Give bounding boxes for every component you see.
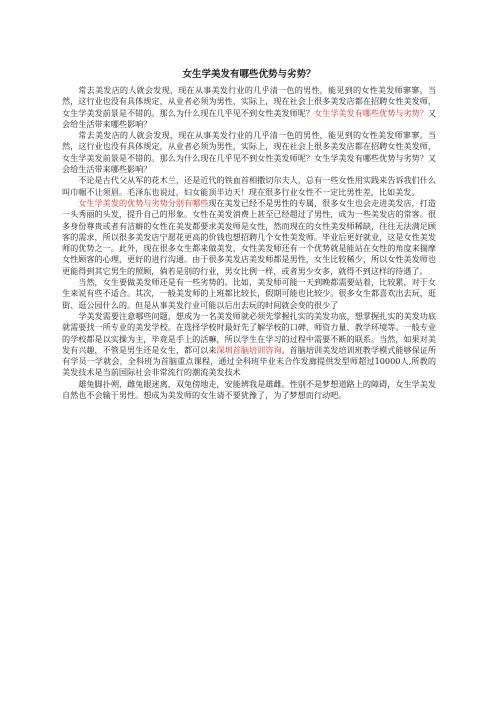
paragraph-text: 又会给生活带来哪些影响？ <box>62 107 436 129</box>
paragraph-text: 常去美发店的人就会发现，现在从事美发行业的几乎清一色的男性，能见到的女性美发师寥寥。当然，这行业也没有具体规定，从业者必须为男性，实际上，现在社会上很多美发店都在招聘女性美发师，女生学美发前景是不错的。那么为什么现在几乎见不到女性美发师呢？女生学美发有哪些优势与劣势？又会给生活带来哪些影响？ <box>62 130 436 175</box>
body-paragraph <box>62 175 436 198</box>
body-paragraph <box>62 379 436 402</box>
paragraph-text: 。首脑培训美发培训班教学模式能够保证所有学员一学就会，全科班为首脑重点课程，通过全科班毕业未合作发廊提供发型师超过10000人,所教的美发技术是当前国际社会非常流行的潮流美发技术 <box>62 344 436 378</box>
paragraph-text: 常去美发店的人就会发现，现在从事美发行业的几乎清一色的男性，能见到的女性美发师寥寥。当然，这行业也没有具体规定，从业者必须为男性，实际上，现在社会上很多美发店都在招聘女性美发师，女生学美发前景是不错的。那么为什么现在几乎见不到女性美发师呢？ <box>62 85 436 118</box>
document-page <box>62 68 436 401</box>
paragraph-text: 现在美发已经不是男性的专属，很多女生也会走进美发店，打造一头秀丽的头发，提升自己的形象。女性在美发消费上甚至已经超过了男性，成为一些美发店的常客。很多身份尊贵或者有洁癖的女性在美发都要求美发师是女性，然而现在的女性美发师稀缺，往往无法满足顾客的需求，所以很多美发店宁愿花更高的价钱也想招聘几个女性美发师。毕业后更好就业，这是女性美发师的优势之一。此外，现在很多女生都来做美发，女性美发师还有一个优势就是能站在女性的角度来揣摩女性顾客的心理，更好的进行沟通。由于很多美发店美发师都是男性，女生比较稀少，所以女性美发师也更能得到其它男生的照顾，倘若是别的行业，男女比例一样，或者男少女多，就得不到这样的待遇了。 <box>62 197 436 276</box>
highlighted-link-text[interactable]: 女生学美发的优势与劣势分别有哪些 <box>78 197 209 208</box>
document-body <box>62 85 436 401</box>
body-paragraph <box>62 198 436 277</box>
paragraph-text: 雄兔脚扑朔，雌兔眼迷离，双兔傍地走，安能辨我是雄雌。性别不是梦想道路上的障碍，女生学美发自然也不会输于男性。想成为美发师的女生请不要犹豫了，为了梦想而行动吧。 <box>62 378 436 401</box>
highlighted-link-text[interactable]: 深圳首脑培训咨询 <box>216 344 282 355</box>
body-paragraph <box>62 85 436 130</box>
paragraph-text: 学美发需要注意哪些问题，想成为一名美发师就必须先掌握扎实的美发功底，想掌握扎实的美发功底就需要找一所专业的美发学校。在选择学校时最好先了解学校的口碑、师资力量、教学环境等。一般专业的学校都是以实操为主，毕竟是手上的活嘛，所以学生在学习的过程中需要不断的联系。当然，如果对美发有兴趣，不管是男生还是女生，都可以来 <box>62 310 436 355</box>
body-paragraph <box>62 311 436 379</box>
paragraph-text: 不论是古代父从军的花木兰，还是近代的铁血首相撒切尔夫人，总有一些女性用实践来告诉我们什么叫巾帼不让须眉。毛泽东也说过，妇女能顶半边天！现在很多行业女性不一定比男性差，比如美发。 <box>62 175 436 197</box>
body-paragraph <box>62 277 436 311</box>
document-title: 女生学美发有哪些优势与劣势？ <box>182 69 316 80</box>
body-paragraph <box>62 130 436 175</box>
highlighted-link-text[interactable]: 女生学美发有哪些优势与劣势？ <box>314 107 428 118</box>
paragraph-text: 当然，女生要做美发师还是有一些劣势的。比如，美发师可能一天到晚都需要站着，比较累，对于女生来说有些不适合。其次，一般美发师的上班都比较长，假期可能也比较少。很多女生都喜欢出去玩，逛街、逛公园什么的。但是从事美发行业可能以后出去玩的时间就会变的很少了 <box>62 277 436 310</box>
